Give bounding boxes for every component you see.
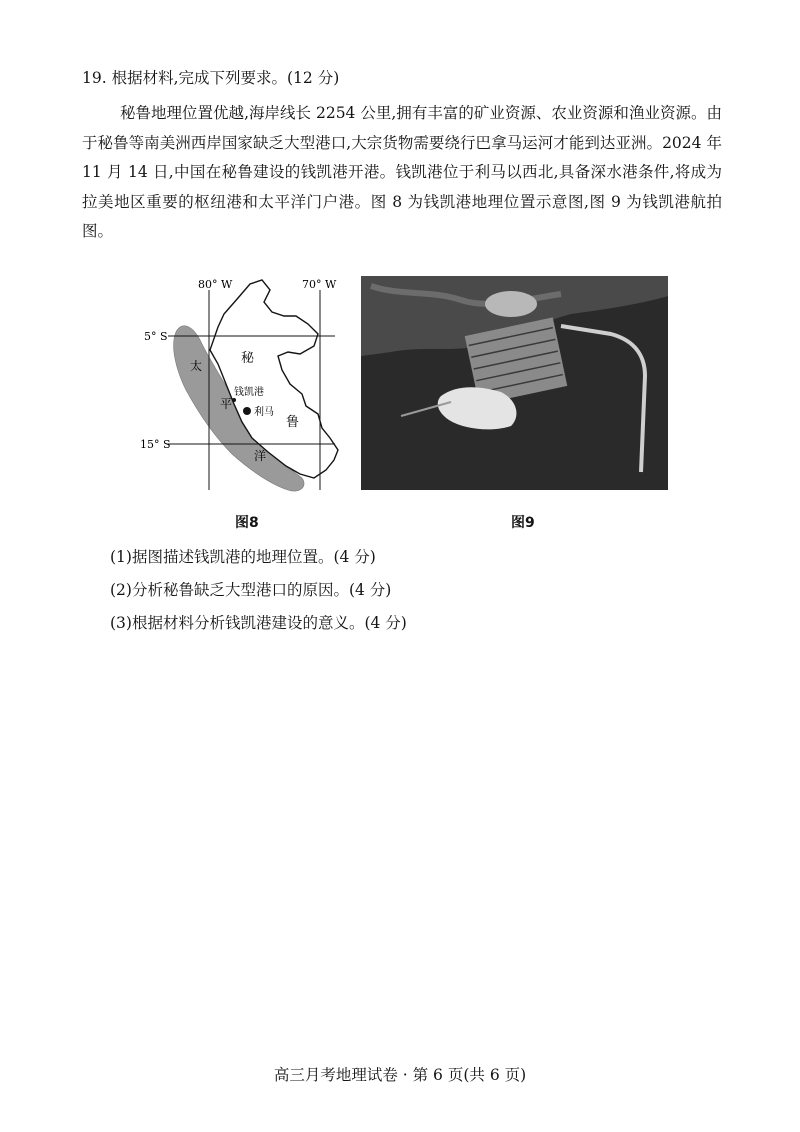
subquestion-3: (3)根据材料分析钱凯港建设的意义。(4 分) [110,614,407,632]
question-title: 19. 根据材料,完成下列要求。(12 分) [82,69,340,87]
lima-marker [243,407,251,415]
subquestion-2: (2)分析秘鲁缺乏大型港口的原因。(4 分) [110,581,392,599]
figure-8-map [140,272,350,500]
city-label: 利马 [254,407,274,418]
country-char-2: 鲁 [286,415,300,430]
lon-label-80w: 80° W [198,278,233,291]
subquestion-1: (1)据图描述钱凯港的地理位置。(4 分) [110,548,376,566]
lat-label-5s: 5° S [144,330,168,343]
figure-9-aerial-photo [361,276,668,490]
figure-9-caption: 图9 [511,515,535,531]
ocean-char-1: 太 [190,359,203,373]
figure-8-caption: 图8 [235,515,259,531]
port-marker [232,398,236,402]
country-char-1: 秘 [241,351,255,366]
port-label: 钱凯港 [234,387,264,398]
ocean-char-3: 洋 [254,449,267,463]
question-paragraph: 秘鲁地理位置优越,海岸线长 2254 公里,拥有丰富的矿业资源、农业资源和渔业资源。由于秘鲁等南美洲西岸国家缺乏大型港口,大宗货物需要绕行巴拿马运河才能到达亚洲。2024 年 11 月 14 日,中国在秘鲁建设的钱凯港开港。钱凯港位于利马以西北,具备深水港条件,将成为拉美地区重要的枢纽港和太平洋门户港。图 8 为钱凯港地理位置示意图,图 9 为钱凯港航拍图。 [82,104,722,240]
page-footer: 高三月考地理试卷 · 第 6 页(共 6 页) [273,1066,527,1084]
photo-pond [485,291,537,317]
lat-label-15s: 15° S [140,438,171,451]
ocean-char-2: 平 [220,397,233,411]
lon-label-70w: 70° W [302,278,337,291]
